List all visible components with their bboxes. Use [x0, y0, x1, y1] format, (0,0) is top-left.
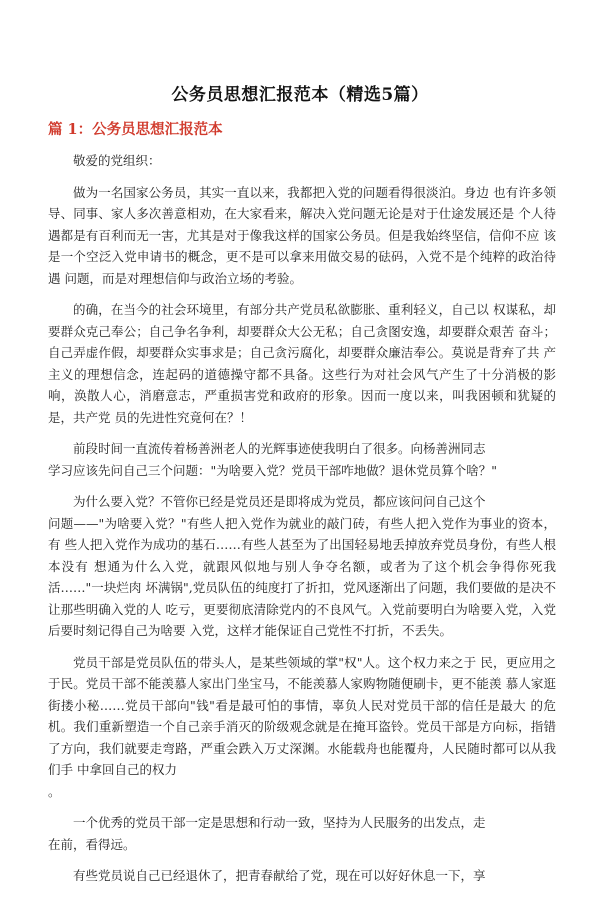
paragraph: 有些党员说自己已经退休了，把青春献给了党，现在可以好好休息一下，享 [73, 868, 486, 883]
paragraph: 学习应该先问自己三个问题："为啥要入党？党员干部咋地做？退休党员算个啥？" [48, 462, 498, 478]
paragraph: 在前，看得远。 [48, 836, 136, 852]
paragraph: 。 [48, 783, 61, 799]
document-body [48, 150, 556, 897]
paragraph: 做为一名国家公务员，其实一直以来，我都把入党的问题看得很淡泊。身边 也有许多领导、同事、家人多次善意相劝，在大家看来，解决入党问题无论是对于仕途发展还是 个人待遇都是有百利而无一害，尤其是对于像我这样的国家公务员。但是我始终坚信，信仰不应 该是一个空泛入党申请书的概念，更不是可以拿来用做交易的砝码，入党不是个纯粹的政治待遇 问题，而是对理想信仰与政治立场的考验。 [48, 184, 556, 286]
paragraph: 前段时间一直流传着杨善洲老人的光辉事迹使我明白了很多。向杨善洲同志 [73, 441, 486, 456]
section-heading: 篇 1：公务员思想汇报范本 [48, 121, 223, 138]
paragraph: 的确，在当今的社会环境里，有部分共产党员私欲膨胀、重利轻义，自己以 权谋私，却要群众克己奉公；自己争名争利，却要群众大公无私；自己贪图安逸，却要群众艰苦 奋斗；自己弄虚作假，却要群众实事求是；自己贪污腐化，却要群众廉洁奉公。莫说是背弃了共 产主义的理想信念，连起码的道德操守都不具备。这些行为对社会风气产生了十分消极的影响，涣散人心，消磨意志，严重损害党和政府的形象。因而一度以来，叫我困顿和犹疑的是，共产党 员的先进性究竟何在？！ [48, 302, 556, 425]
paragraph: 一个优秀的党员干部一定是思想和行动一致，坚持为人民服务的出发点，走 [73, 815, 486, 830]
salutation: 敬爱的党组织： [73, 153, 161, 168]
paragraph: 党员干部是党员队伍的带头人，是某些领域的掌"权"人。这个权力来之于 民，更应用之于民。党员干部不能羡慕人家出门坐宝马，不能羡慕人家购物随便刷卡，更不能羡 慕人家逛街搂小秘……党员干部向"钱"看是最可怕的事情，辜负人民对党员干部的信任是最大 的危机。我们重新塑造一个自己亲手消灭的阶级观念就是在掩耳盗铃。党员干部是方向标，指错 了方向，我们就要走弯路，严重会跌入万丈深渊。水能载舟也能覆舟，人民随时都可以从我们手 中拿回自己的权力 [48, 654, 556, 777]
paragraph: 问题——"为啥要入党？"有些人把入党作为就业的敲门砖，有些人把入党作为事业的资本，有 些人把入党作为成功的基石……有些人甚至为了出国轻易地丢掉放弃党员身份，有些人根本没有 想通为什么入党，就跟风似地与别人争夺名额，或者为了这个机会争得你死我活……"一块烂肉 坏满锅",党员队伍的纯度打了折扣，党风逐渐出了问题，我们要做的是决不让那些明确入党的人 吃亏，更要彻底清除党内的不良风气。入党前要明白为啥要入党，入党后要时刻记得自己为啥要 入党，这样才能保证自己党性不打折，不丢失。 [48, 515, 556, 638]
paragraph: 为什么要入党？不管你已经是党员还是即将成为党员，都应该问问自己这个 [73, 494, 486, 509]
document-title: 公务员思想汇报范本（精选5篇） [171, 85, 429, 105]
